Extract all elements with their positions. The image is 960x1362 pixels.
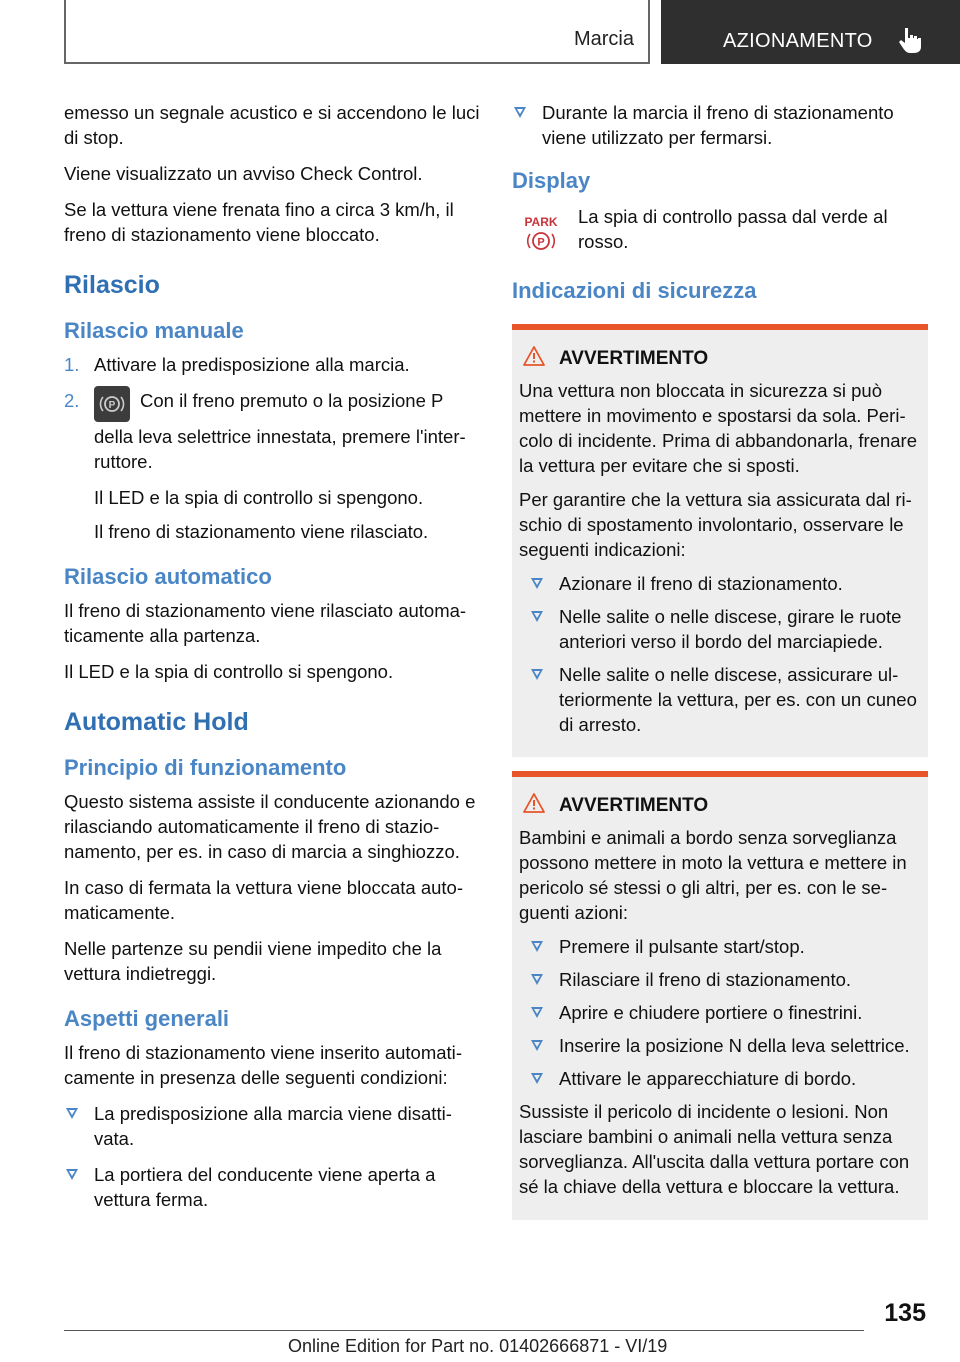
triangle-bullet-icon [531, 1040, 543, 1051]
step-2-note-2: Il freno di stazionamento viene rilasciato. [94, 521, 429, 542]
triangle-bullet-icon [531, 578, 543, 589]
header-chapter-label: AZIONAMENTO [723, 30, 873, 52]
triangle-bullet-icon [531, 941, 543, 952]
step-number: 1. [64, 354, 80, 375]
heading-automatic-hold: Automatic Hold [64, 708, 249, 736]
list-item: La portiera del conducente viene aperta a vettura ferma. [64, 1162, 480, 1212]
step-number: 2. [64, 390, 80, 411]
page-number: 135 [884, 1299, 926, 1327]
triangle-bullet-icon [531, 1073, 543, 1084]
warning-title: AVVERTIMENTO [519, 348, 920, 370]
warning-triangle-icon [522, 345, 546, 367]
warning-triangle-icon [522, 792, 546, 814]
list-item: Nelle salite o nelle discese, girare le ruote anteriori verso il bordo del marciapiede. [519, 604, 920, 654]
svg-text:P: P [537, 236, 545, 249]
warning-para: Per garantire che la vettura sia assicurata dal rischio di spostamento involontario, osservare le seguenti indicazioni: [519, 489, 912, 560]
warning-para: Sussiste il pericolo di incidente o lesioni. Non lasciare bambini o animali nella vettura senza sorveglianza. All'uscita dalla vettura portare con sé la chiave della vettura e bloccare la vettura. [519, 1101, 910, 1197]
automatico-para-1: Il freno di stazionamento viene rilasciato automaticamente alla partenza. [64, 600, 467, 646]
heading-sicurezza: Indicazioni di sicurezza [512, 278, 757, 303]
intro-para-3: Se la vettura viene frenata fino a circa 3 km/h, il freno di stazionamento viene bloccato. [64, 199, 454, 245]
warning-para: Una vettura non bloccata in sicurezza si può mettere in movimento e spostarsi da sola. Pericolo di incidente. Prima di abbandonarla, frenare la vettura per evitare che si sposti. [519, 380, 917, 476]
header-section-label: Marcia [573, 28, 634, 50]
warning-box-2 [512, 771, 928, 1220]
list-item: Premere il pulsante start/stop. [519, 934, 920, 959]
warning-para: Bambini e animali a bordo senza sorveglianza possono mettere in moto la vettura e mettere in pericolo sé stessi o gli altri, per es. con le seguenti azioni: [519, 827, 907, 923]
park-brake-warning-icon [520, 212, 562, 254]
step-2 [64, 388, 480, 474]
triangle-bullet-icon [514, 107, 526, 118]
aspetti-para: Il freno di stazionamento viene inserito automaticamente in presenza delle seguenti condizioni: [64, 1042, 462, 1088]
list-item: Rilasciare il freno di stazionamento. [519, 967, 920, 992]
triangle-bullet-icon [531, 974, 543, 985]
triangle-bullet-icon [531, 669, 543, 680]
heading-display: Display [512, 168, 591, 193]
step-1 [64, 352, 480, 377]
intro-para-2: Viene visualizzato un avviso Check Control. [64, 163, 423, 184]
step-2-note-1: Il LED e la spia di controllo si spengono. [94, 487, 424, 508]
display-row [512, 204, 928, 260]
heading-principio: Principio di funzionamento [64, 755, 347, 780]
header-chapter-tab [661, 0, 960, 64]
pointing-hand-icon [897, 26, 923, 54]
step-text: Con il freno premuto o la posizione P della leva selettrice innestata, premere l'interruttore. [94, 390, 466, 472]
triangle-bullet-icon [66, 1108, 78, 1119]
principio-para-2: In caso di fermata la vettura viene bloccata automaticamente. [64, 877, 464, 923]
principio-para-3: Nelle partenze su pendii viene impedito che la vettura indietreggi. [64, 938, 442, 984]
step-text: Attivare la predisposizione alla marcia. [94, 354, 410, 375]
parking-brake-switch-icon [94, 386, 130, 422]
right-column [512, 100, 928, 1234]
list-item: Attivare le apparecchiature di bordo. [519, 1066, 920, 1091]
automatico-para-2: Il LED e la spia di controllo si spengono. [64, 661, 394, 682]
principio-para-1: Questo sistema assiste il conducente azionando e rilasciando automaticamente il freno di stazionamento, per es. in caso di marcia a singhiozzo. [64, 791, 476, 862]
left-column [64, 100, 480, 1223]
triangle-bullet-icon [531, 611, 543, 622]
footer-divider [64, 1330, 864, 1331]
heading-aspetti-generali: Aspetti generali [64, 1006, 230, 1031]
svg-text:PARK: PARK [524, 215, 558, 229]
display-text: La spia di controllo passa dal verde al rosso. [578, 206, 888, 252]
warning-title: AVVERTIMENTO [519, 795, 920, 817]
heading-rilascio-automatico: Rilascio automatico [64, 564, 272, 589]
intro-para-1: emesso un segnale acustico e si accendono le luci di stop. [64, 102, 480, 148]
footer-edition: Online Edition for Part no. 01402666871 - VI/19 [288, 1336, 668, 1356]
list-item: Durante la marcia il freno di stazionamento viene utilizzato per fermarsi. [512, 100, 928, 150]
list-item: Azionare il freno di stazionamento. [519, 571, 920, 596]
triangle-bullet-icon [531, 1007, 543, 1018]
warning-box-1 [512, 324, 928, 757]
list-item: La predisposizione alla marcia viene disattivata. [64, 1101, 480, 1151]
list-item: Inserire la posizione N della leva selettrice. [519, 1033, 920, 1058]
svg-text:P: P [108, 400, 116, 411]
header-section-tab [64, 0, 650, 64]
list-item: Nelle salite o nelle discese, assicurare ulteriormente la vettura, per es. con un cuneo di arresto. [519, 662, 920, 737]
triangle-bullet-icon [66, 1169, 78, 1180]
list-item: Aprire e chiudere portiere o finestrini. [519, 1000, 920, 1025]
heading-rilascio-manuale: Rilascio manuale [64, 318, 244, 343]
heading-rilascio: Rilascio [64, 271, 160, 299]
